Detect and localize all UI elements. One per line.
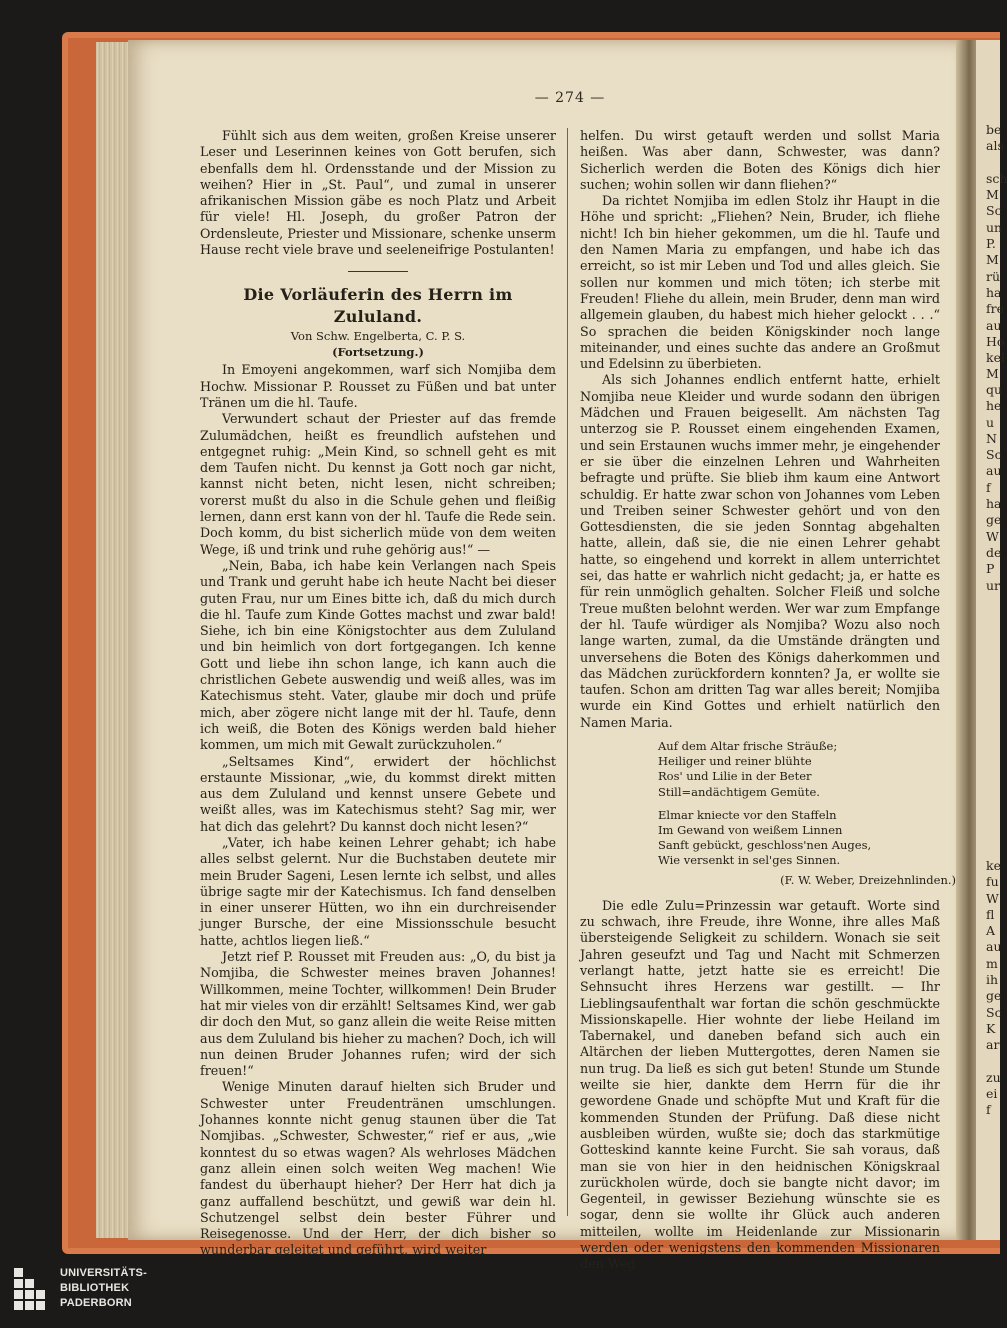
- paragraph: In Emoyeni angekommen, warf sich Nomjiba dem Hochw. Missionar P. Rousset zu Füßen und bat unter Tränen um die hl. Taufe.: [200, 362, 556, 410]
- facing-line: als: [986, 138, 1004, 154]
- article-author: Von Schw. Engelberta, C. P. S.: [290, 329, 466, 344]
- facing-line: m: [986, 955, 998, 971]
- library-logo-icon: [14, 1268, 52, 1312]
- paragraph: „Vater, ich habe keinen Lehrer gehabt; ich habe alles selbst gelernt. Nur die Buchstaben deutete mir mein Bruder Sageni, Lesen lernte ich selbst, und alles übrige sagte mir der Katechismus. Ich fand denselben in einer unserer Hütten, wo ihn ein durchreisender junger Bursche, der eine Missionsschule besucht hatte, achtlos liegen ließ.“: [200, 834, 556, 948]
- library-logo-text: [60, 1266, 147, 1311]
- poem-line: Still=andächtigem Gemüte.: [658, 784, 820, 799]
- facing-line: ha: [986, 284, 1002, 300]
- facing-line: f: [986, 479, 991, 495]
- facing-line: zu: [986, 1069, 1001, 1085]
- paragraph: helfen. Du wirst getauft werden und sollst Maria heißen. Was aber dann, Schwester, was dann? Sicherlich werden die Boten des Königs dich hier suchen; wohin sollen wir dann fliehen?“: [580, 128, 940, 192]
- paragraph: „Nein, Baba, ich habe kein Verlangen nach Speis und Trank und geruht habe ich heute Nacht bei dieser guten Frau, nur um Eines bitte ich, daß du mich durch die hl. Taufe zum Kinde Gottes machst und zwar bald! Siehe, ich bin eine Königstochter aus dem Zululand und bin heimlich von dort fortgegangen. Ich kenne Gott und liebe ihn schon lange, ich kann auch die christlichen Gebete auswendig und weiß alles, was im Katechismus steht. Vater, glaube mir doch und prüfe mich, aber zögere nicht lange mit der hl. Taufe, denn ich weiß, die Boten des Königs werden bald hieher kommen, um mich mit Gewalt zurückzuholen.“: [200, 557, 556, 753]
- facing-line: rü: [986, 268, 1001, 284]
- facing-line: ha: [986, 496, 1002, 512]
- paragraph: Verwundert schaut der Priester auf das fremde Zulumädchen, heißt es freundlich aufstehen und entgegnet ruhig: „Mein Kind, so schnell geht es mit dem Taufen nicht. Du kennst ja Gott noch gar nicht, kannst nicht beten, nicht lesen, nicht schreiben; vorerst mußt du also in die Schule gehen und fleißig lernen, dann erst kann von der hl. Taufe die Rede sein. Doch komm, du bist sicherlich müde von dem weiten Wege, iß und trink und ruhe gehörig aus!“ —: [200, 411, 556, 557]
- column-divider: [567, 128, 568, 1216]
- facing-line: ke: [986, 858, 1001, 873]
- poem-stanza: [658, 808, 940, 869]
- facing-line: fu: [986, 874, 999, 890]
- paragraph: Wenige Minuten darauf hielten sich Bruder und Schwester unter Freudentränen umschlungen. Johannes konnte nicht genug staunen über die Tat Nomjibas. „Schwester, Schwester,“ rief er aus, „wie konntest du so etwas wagen? Als wehrloses Mädchen ganz allein einen solch weiten Weg machen! Wie fandest du überhaupt hieher? Der Herr hat dich ja ganz auffallend beschützt, und gewiß war dein hl. Schutzengel selbst dein bester Führer und Reisegenosse. Und der Herr, der dich bisher so wunderbar geleitet und geführt, wird weiter: [200, 1079, 556, 1258]
- facing-line: Sc: [986, 1004, 1002, 1020]
- facing-line: [986, 1054, 1002, 1070]
- facing-line: fl: [986, 906, 995, 922]
- facing-page-text: [986, 858, 1002, 1119]
- facing-line: P.: [986, 236, 996, 252]
- facing-line: he: [986, 398, 1002, 414]
- facing-line: f: [986, 1102, 991, 1118]
- facing-line: ei: [986, 1086, 998, 1102]
- logo-line: UNIVERSITÄTS-: [60, 1267, 147, 1279]
- facing-line: [986, 155, 1007, 171]
- facing-line: fre: [986, 301, 1004, 317]
- facing-line: au: [986, 317, 1002, 333]
- left-column: [200, 128, 556, 1259]
- facing-line: N: [986, 430, 997, 446]
- facing-line: ge: [986, 512, 1002, 528]
- poem-stanza: [658, 739, 940, 800]
- facing-line: P: [986, 561, 995, 577]
- poem-line: Ros' und Lilie in der Beter: [658, 769, 812, 784]
- paragraph: Jetzt rief P. Rousset mit Freuden aus: „O, du bist ja Nomjiba, die Schwester meines braven Johannes! Willkommen, meine Tochter, willkommen! Dein Bruder hat mir vieles von dir erzählt! Seltsames Kind, wer gab dir doch den Mut, so ganz allein die weite Reise mitten aus dem Zululand bis hieher zu machen? Doch, ich will nun deinen Bruder Johannes rufen; wird der sich freuen!“: [200, 949, 556, 1079]
- facing-line: W: [986, 528, 999, 544]
- facing-line: u: [986, 414, 995, 430]
- paragraph: Da richtet Nomjiba im edlen Stolz ihr Haupt in die Höhe und spricht: „Fliehen? Nein, Bruder, ich fliehe nicht! Ich bin hieher gekommen, um die hl. Taufe und den Namen Maria zu empfangen, und habe ich das erreicht, so ist mir Leben und Tod und alles gleich. Sie sollen nur kommen und mich töten; ich sterbe mit Freuden! Fliehe du allein, mein Bruder, denn man wird allgemein glauben, du habest mich hieher gelockt . . .“ So sprachen die beiden Königskinder noch lange miteinander, und eines suchte das andere an Großmut und Edelsinn zu überbieten.: [580, 193, 940, 372]
- poem-line: Heiliger und reiner blühte: [658, 754, 812, 769]
- facing-line: au: [986, 463, 1002, 479]
- logo-line: PADERBORN: [60, 1297, 132, 1309]
- facing-line: au: [986, 939, 1002, 955]
- poem-line: Wie versenkt in sel'ges Sinnen.: [658, 853, 841, 868]
- section-rule: [348, 271, 408, 272]
- facing-page-text: [986, 122, 1007, 383]
- facing-line: ar: [986, 1037, 1000, 1053]
- poem-line: Im Gewand von weißem Linnen: [658, 823, 843, 837]
- facing-line: qu: [986, 382, 1003, 397]
- facing-line: Sc: [986, 447, 1002, 463]
- poem-line: Elmar kniecte vor den Staffeln: [658, 807, 837, 822]
- logo-line: BIBLIOTHEK: [60, 1282, 130, 1294]
- facing-line: un: [986, 219, 1003, 235]
- facing-line: A: [986, 923, 996, 939]
- facing-line: ih: [986, 972, 999, 988]
- facing-line: kel: [986, 350, 1005, 366]
- paragraph: Als sich Johannes endlich entfernt hatte, erhielt Nomjiba neue Kleider und wurde sodann den übrigen Mädchen und Frauen beigesellt. Am nächsten Tag unterzog sie P. Rousset einem eingehenden Examen, und sein Erstaunen wuchs immer mehr, je eingehender er sie über die einzelnen Lehren und Wahrheiten befragte und prüfte. Sie blieb ihm kaum eine Antwort schuldig. Er hatte zwar schon von Johannes vom Leben und Treiben seiner Schwester gehört und von den Gottesdiensten, die sie jeden Sonntag abgehalten hatte, allein, daß sie, die nie einen Lehrer gehabt hatte, so eingehend und korrekt in allem unterrichtet sei, das hatte er wahrlich nicht gedacht; ja, er hatte es für rein unmöglich gehalten. Solcher Fleiß und solche Treue mußten belohnt werden. Wer war zum Empfange der hl. Taufe würdiger als Nomjiba? Wozu also noch lange warten, zumal, da die Umstände drängten und unversehens die Boten des Königs daherkommen und das Mädchen zurückfordern konnten? Ja, er wollte sie taufen. Schon am dritten Tag war alles bereit; Nomjiba wurde ein Kind Gottes und erhielt natürlich den Namen Maria.: [580, 372, 940, 730]
- facing-line: sch: [986, 170, 1007, 186]
- facing-line: Sc: [986, 203, 1002, 219]
- paragraph: Die edle Zulu=Prinzessin war getauft. Worte sind zu schwach, ihre Freude, ihre Wonne, ihre alles Maß übersteigende Seligkeit zu schildern. Wonach sie seit Jahren geseufzt und Tag und Nacht mit Schmerzen verlangt hatte, jetzt hatte sie es erreicht! Die Sehnsucht ihres Herzens war gestillt. — Ihr Lieblingsaufenthalt war fortan die schön geschmückte Missionskapelle. Hier wohnte der liebe Heiland im Tabernakel, und daneben befand sich auch ein Altärchen der lieben Muttergottes, deren Namen sie nun trug. Da ließ es sich gut beten! Stunde um Stunde weilte sie hier, dankte dem Herrn für die ihr gewordene Gnade und schöpfte Mut und Kraft für die kommenden Stunden der Prüfung. Daß diese nicht ausbleiben würden, wußte sie; doch das starkmütige Gotteskind kannte keine Furcht. Sie sah voraus, daß man sie von hier in den heidnischen Königskraal zurückholen würde, doch sie bangte nicht davor; im Gegenteil, in gewisser Beziehung wünschte sie es sogar, denn sie wollte ihr Glück auch anderen mitteilen, wollte im Heidenlande zur Missionarin werden oder wenigstens den kommenden Missionaren den Weg: [580, 897, 940, 1272]
- poem-line: Sanft gebückt, geschloss'nen Auges,: [658, 838, 872, 853]
- article-title: Die Vorläuferin des Herrn im Zululand.: [243, 285, 513, 327]
- facing-line: W: [986, 890, 999, 906]
- poem-attribution: (F. W. Weber, Dreizehnlinden.): [780, 872, 956, 887]
- facing-line: M: [986, 187, 999, 203]
- article-continuation: (Fortsetzung.): [332, 345, 424, 360]
- facing-line: de: [986, 544, 1002, 560]
- facing-line: be: [986, 122, 1002, 137]
- poem: [658, 738, 956, 888]
- facing-page-text: [986, 382, 1002, 594]
- facing-line: M: [986, 366, 999, 382]
- paragraph: „Seltsames Kind“, erwidert der höchlichst erstaunte Missionar, „wie, du kommst direkt mitten aus dem Zululand und kennst unsere Gebete und weißt alles, was im Katechismus steht? Sag mir, wer hat dich das gelehrt? Du kannst doch nicht lesen?“: [200, 753, 556, 834]
- library-logo: [14, 1266, 174, 1316]
- intro-paragraph: Fühlt sich aus dem weiten, großen Kreise unserer Leser und Leserinnen keines von Gott berufen, sich ebenfalls dem hl. Ordensstande und der Mission zu weihen? Hier in „St. Paul“, und zumal in unserer afrikanischen Mission gäbe es noch Platz und Arbeit für viele! Hl. Joseph, du großer Patron der Ordensleute, Priester und Missionare, schenke unserm Hause recht viele brave und seeleneifrige Postulanten!: [200, 128, 556, 258]
- page-number: — 274 —: [534, 90, 606, 106]
- poem-line: Auf dem Altar frische Sträuße;: [658, 738, 838, 753]
- facing-line: M: [986, 252, 999, 268]
- facing-line: K: [986, 1020, 996, 1036]
- page-edges: [96, 42, 130, 1238]
- facing-line: Ho: [986, 333, 1005, 349]
- right-column: [580, 128, 956, 1273]
- facing-line: ur: [986, 577, 1001, 593]
- facing-line: ge: [986, 988, 1002, 1004]
